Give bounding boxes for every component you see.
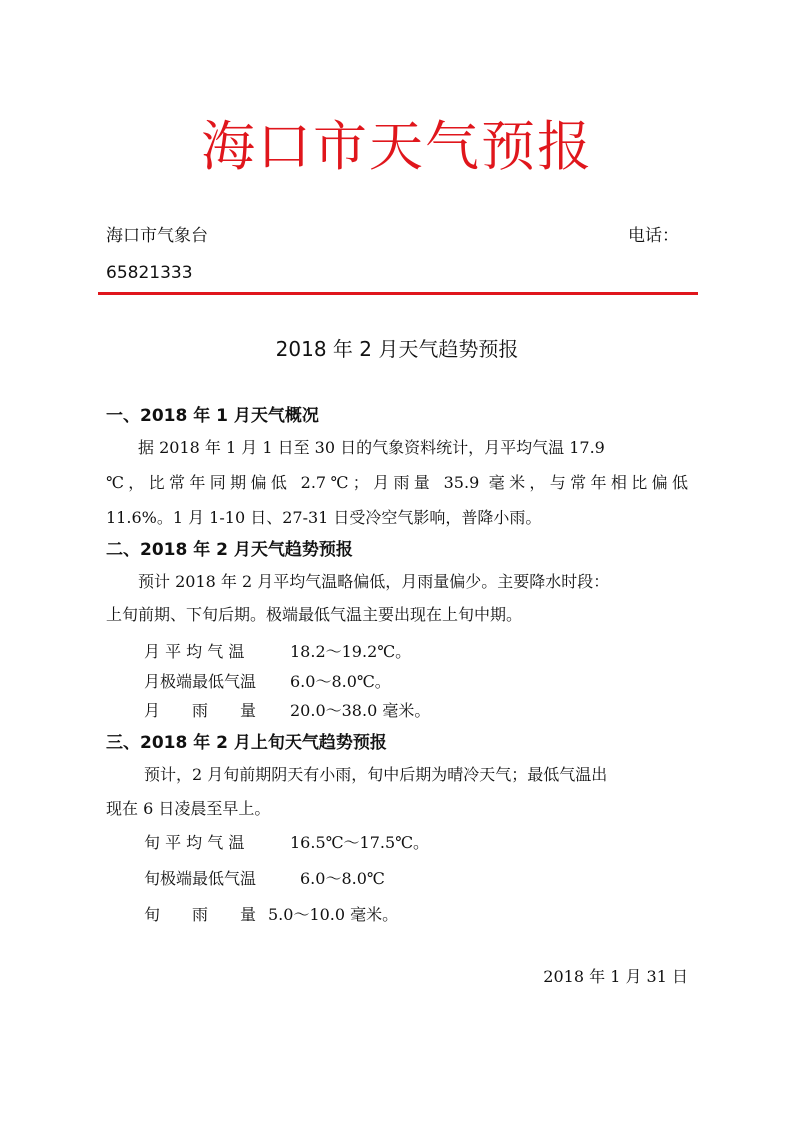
paragraph-line: 预计，2 月旬前期阴天有小雨，旬中后期为晴冷天气；最低气温出 [144,765,608,784]
item-label: 月 平 均 气 温 [144,642,245,661]
section-heading: 三、2018 年 2 月上旬天气趋势预报 [106,733,387,753]
issuer-name: 海口市气象台 [106,226,208,246]
paragraph-line: 预计 2018 年 2 月平均气温略偏低，月雨量偏少。主要降水时段： [138,572,610,591]
paragraph-line: 据 2018 年 1 月 1 日至 30 日的气象资料统计，月平均气温 17.9 [138,438,605,457]
item-value: 16.5℃～17.5℃。 [290,833,430,852]
phone-label: 电话： [628,226,679,246]
phone-number: 65821333 [106,263,193,283]
header-divider [98,292,698,295]
section-heading: 一、2018 年 1 月天气概况 [106,406,319,426]
item-value: 20.0～38.0 毫米。 [290,701,431,720]
item-label: 旬 雨 量 [144,905,257,924]
issue-date: 2018 年 1 月 31 日 [543,967,688,986]
item-label: 月极端最低气温 [144,672,257,691]
paragraph-line: 11.6%。1 月 1-10 日、27-31 日受冷空气影响，普降小雨。 [106,508,542,527]
paragraph-line: ℃，比常年同期偏低 2.7℃；月雨量 35.9 毫米，与常年相比偏低 [106,473,688,492]
item-value: 6.0～8.0℃。 [290,672,391,691]
item-value: 18.2～19.2℃。 [290,642,412,661]
item-value: 5.0～10.0 毫米。 [268,905,399,924]
item-label: 月 雨 量 [144,701,257,720]
document-title: 2018 年 2 月天气趋势预报 [275,337,519,361]
item-label: 旬 平 均 气 温 [144,833,245,852]
item-value: 6.0～8.0℃ [300,869,385,888]
paragraph-line: 上旬前期、下旬后期。极端最低气温主要出现在上旬中期。 [106,605,523,624]
item-label: 旬极端最低气温 [144,869,257,888]
paragraph-line: 现在 6 日凌晨至早上。 [106,799,271,818]
section-heading: 二、2018 年 2 月天气趋势预报 [106,540,353,560]
banner-title: 海口市天气预报 [201,115,593,178]
